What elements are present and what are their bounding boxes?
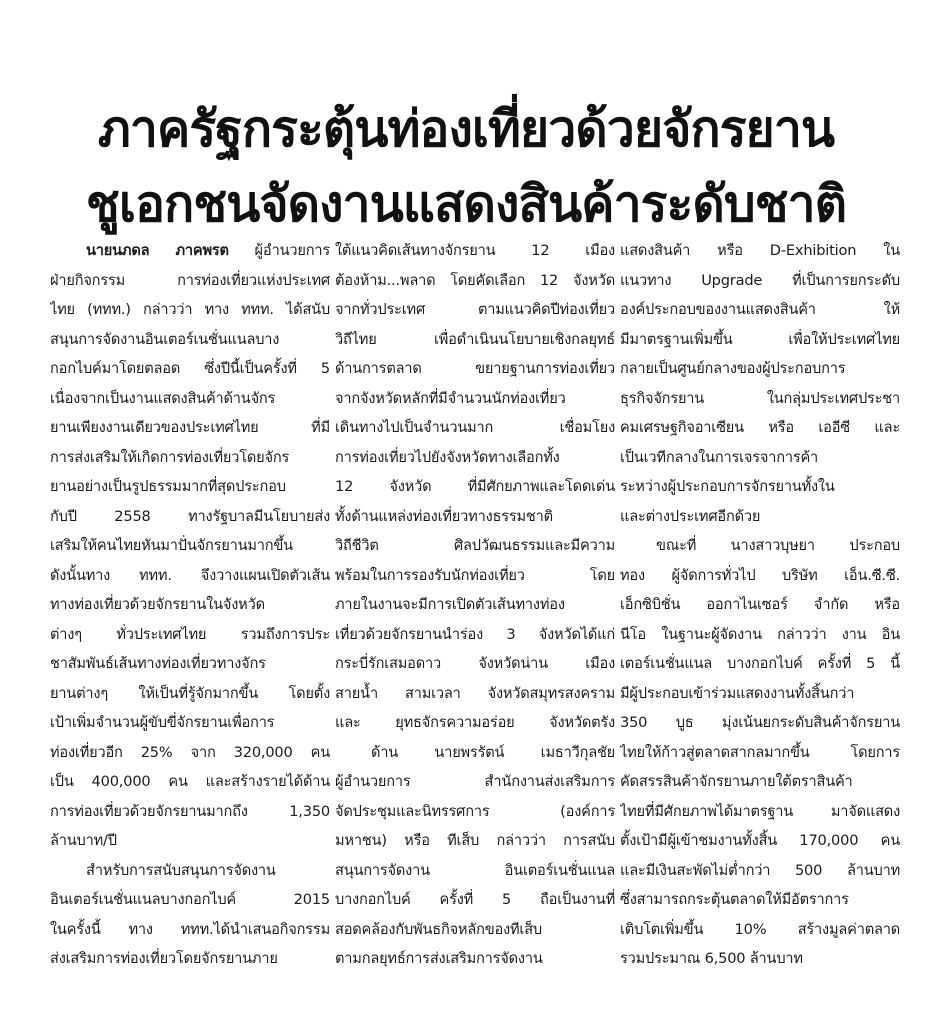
text-line: สายน้ำ สามเวลา จังหวัดสมุทรสงคราม bbox=[335, 684, 615, 702]
text-line: กับปี 2558 ทางรัฐบาลมีนโยบายส่ง bbox=[50, 507, 330, 525]
text-line: การส่งเสริมให้เกิดการท่องเที่ยวโดยจักร bbox=[50, 448, 290, 466]
text-line: 12 จังหวัด ที่มีศักยภาพและโดดเด่น bbox=[335, 478, 615, 495]
text-line: ฝ่ายกิจกรรม การท่องเที่ยวแห่งประเทศ bbox=[50, 271, 330, 289]
text-line: ซึ่งสามารถกระตุ้นตลาดให้มีอัตราการ bbox=[620, 891, 849, 908]
text-line: มีผู้ประกอบเข้าร่วมแสดงงานทั้งสิ้นกว่า bbox=[620, 684, 855, 702]
text-line: ในครั้งนี้ ทาง ททท.ได้นำเสนอกิจกรรม bbox=[50, 920, 330, 938]
text-line: อินเตอร์เนชั่นแนลบางกอกไบค์ 2015 bbox=[50, 891, 330, 908]
text-line: มีมาตรฐานเพิ่มขึ้น เพื่อให้ประเทศไทย bbox=[620, 330, 900, 348]
text-line: สอดคล้องกับพันธกิจหลักของทีเส็บ bbox=[335, 920, 542, 938]
text-line: ด้านการตลาด ขยายฐานการท่องเที่ยว bbox=[335, 360, 615, 377]
text-line: วิถีไทย เพื่อดำเนินนโยบายเชิงกลยุทธ์ bbox=[335, 330, 615, 348]
text-line: ตั้งเป้ามีผู้เข้าชมงานทั้งสิ้น 170,000 คน bbox=[620, 832, 900, 849]
text-line: เติบโตเพิ่มขึ้น 10% สร้างมูลค่าตลาด bbox=[620, 920, 900, 938]
text-line: ล้านบาท/ปี bbox=[50, 832, 117, 849]
text-line: บางกอกไบค์ ครั้งที่ 5 ถือเป็นงานที่ bbox=[335, 891, 615, 908]
text-line: วิถีชีวิต ศิลปวัฒนธรรมและมีความ bbox=[335, 537, 615, 554]
text-line: ทั้งด้านแหล่งท่องเที่ยวทางธรรมชาติ bbox=[335, 507, 553, 525]
text-line: แสดงสินค้า หรือ D-Exhibition ใน bbox=[620, 242, 900, 259]
byline-title: ผู้อำนวยการ bbox=[254, 242, 330, 259]
text-line: ระหว่างผู้ประกอบการจักรยานทั้งใน bbox=[620, 478, 835, 495]
text-line: เที่ยวด้วยจักรยานนำร่อง 3 จังหวัดได้แก่ bbox=[335, 625, 615, 643]
text-line: จากจังหวัดหลักที่มีจำนวนนักท่องเที่ยว bbox=[335, 389, 566, 407]
text-line: ภายในงานจะมีการเปิดตัวเส้นทางท่อง bbox=[335, 596, 565, 613]
text-line: และต่างประเทศอีกด้วย bbox=[620, 507, 761, 525]
text-line: ทางท่องเที่ยวด้วยจักรยานในจังหวัด bbox=[50, 596, 265, 613]
text-line: เสริมให้คนไทยหันมาปั่นจักรยานมากขึ้น bbox=[50, 537, 293, 554]
text-line: ท่องเที่ยวอีก 25% จาก 320,000 คน bbox=[50, 743, 330, 761]
text-line: และ ยุทธจักรความอร่อย จังหวัดตรัง bbox=[335, 714, 615, 731]
text-line: 350 บูธ มุ่งเน้นยกระดับสินค้าจักรยาน bbox=[620, 714, 900, 731]
text-line: จัดประชุมและนิทรรศการ (องค์การ bbox=[335, 802, 615, 820]
text-line: ส่งเสริมการท่องเที่ยวโดยจักรยานภาย bbox=[50, 950, 278, 967]
text-line: นีโอ ในฐานะผู้จัดงาน กล่าวว่า งาน อิน bbox=[620, 625, 900, 643]
text-line: กลายเป็นศูนย์กลางของผู้ประกอบการ bbox=[620, 360, 846, 377]
text-line: องค์ประกอบของงานแสดงสินค้า ให้ bbox=[620, 301, 900, 318]
text-line: เดินทางไปเป็นจำนวนมาก เชื่อมโยง bbox=[335, 419, 615, 436]
text-line: ยานต่างๆ ให้เป็นที่รู้จักมากขึ้น โดยตั้ง bbox=[50, 684, 330, 702]
article-column-2 bbox=[335, 236, 615, 974]
text-line: แนวทาง Upgrade ที่เป็นการยกระดับ bbox=[620, 271, 900, 289]
text-line: กอกไบค์มาโดยตลอด ซึ่งปีนี้เป็นครั้งที่ 5 bbox=[50, 360, 330, 377]
text-line bbox=[50, 236, 330, 266]
text-line: เอ็กซิบิชั่น ออกาไนเซอร์ จำกัด หรือ bbox=[620, 596, 900, 613]
text-line: เป้าเพิ่มจำนวนผู้ขับขี่จักรยานเพื่อการ bbox=[50, 714, 275, 731]
text-line: คัดสรรสินค้าจักรยานภายใต้ตราสินค้า bbox=[620, 773, 853, 790]
text-line: ต้องห้าม...พลาด โดยคัดเลือก 12 จังหวัด bbox=[335, 271, 615, 289]
text-line: รวมประมาณ 6,500 ล้านบาท bbox=[620, 950, 803, 967]
text-line: ยานอย่างเป็นรูปธรรมมากที่สุดประกอบ bbox=[50, 478, 286, 495]
text-line: การท่องเที่ยวไปยังจังหวัดทางเลือกทั้ง bbox=[335, 448, 560, 466]
text-line: เนื่องจากเป็นงานแสดงสินค้าด้านจักร bbox=[50, 389, 276, 407]
headline-line-2: ชูเอกชนจัดงานแสดงสินค้าระดับชาติ bbox=[85, 175, 847, 233]
text-line: ชาสัมพันธ์เส้นทางท่องเที่ยวทางจักร bbox=[50, 655, 266, 672]
text-line: ดังนั้นทาง ททท. จึงวางแผนเปิดตัวเส้น bbox=[50, 566, 330, 584]
text-line: สนุนการจัดงาน อินเตอร์เนชั่นแนล bbox=[335, 861, 615, 879]
text-line: จากทั่วประเทศ ตามแนวคิดปีท่องเที่ยว bbox=[335, 301, 615, 318]
text-line: สำหรับการสนับสนุนการจัดงาน bbox=[86, 861, 276, 879]
text-line: ไทยที่มีศักยภาพได้มาตรฐาน มาจัดแสดง bbox=[620, 802, 900, 820]
text-line: ด้าน นายพรรัตน์ เมธาวีกุลชัย bbox=[371, 743, 615, 761]
article-column-3 bbox=[620, 236, 900, 974]
text-line: กระบี่รักเสมอดาว จังหวัดน่าน เมือง bbox=[335, 655, 615, 672]
text-line: เป็นเวทีกลางในการเจรจาการค้า bbox=[620, 448, 819, 466]
text-line: ไทยให้ก้าวสู่ตลาดสากลมากขึ้น โดยการ bbox=[620, 743, 900, 761]
text-line: ตามกลยุทธ์การส่งเสริมการจัดงาน bbox=[335, 950, 543, 967]
text-line: ต่างๆ ทั่วประเทศไทย รวมถึงการประ bbox=[50, 625, 330, 643]
text-line: ไทย (ททท.) กล่าวว่า ทาง ททท. ได้สนับ bbox=[50, 301, 330, 318]
text-line: สนุนการจัดงานอินเตอร์เนชั่นแนลบาง bbox=[50, 330, 280, 348]
text-line: ผู้อำนวยการ สำนักงานส่งเสริมการ bbox=[335, 773, 615, 790]
text-line: ขณะที่ นางสาวบุษยา ประกอบ bbox=[656, 537, 900, 554]
text-line: มหาชน) หรือ ทีเส็บ กล่าวว่า การสนับ bbox=[335, 832, 615, 849]
text-line: ใต้แนวคิดเส้นทางจักรยาน 12 เมือง bbox=[335, 242, 615, 259]
text-line: พร้อมในการรองรับนักท่องเที่ยว โดย bbox=[335, 566, 615, 584]
text-line: และมีเงินสะพัดไม่ต่ำกว่า 500 ล้านบาท bbox=[620, 861, 900, 879]
text-line: เป็น 400,000 คน และสร้างรายได้ด้าน bbox=[50, 773, 330, 790]
text-line: การท่องเที่ยวด้วยจักรยานมากถึง 1,350 bbox=[50, 802, 330, 820]
article-column-1 bbox=[50, 236, 330, 974]
text-line: ยานเพียงงานเดียวของประเทศไทย ที่มี bbox=[50, 419, 330, 436]
byline: นายนภดล ภาคพรต bbox=[86, 242, 229, 259]
text-line: เตอร์เนชั่นแนล บางกอกไบค์ ครั้งที่ 5 นี้ bbox=[620, 655, 900, 672]
text-line: ทอง ผู้จัดการทั่วไป บริษัท เอ็น.ซี.ซี. bbox=[620, 566, 900, 584]
text-line: คมเศรษฐกิจอาเซียน หรือ เออีซี และ bbox=[620, 419, 900, 436]
text-line: ธุรกิจจักรยาน ในกลุ่มประเทศประชา bbox=[620, 389, 900, 407]
headline-line-1: ภาครัฐกระตุ้นท่องเที่ยวด้วยจักรยาน bbox=[97, 100, 835, 158]
